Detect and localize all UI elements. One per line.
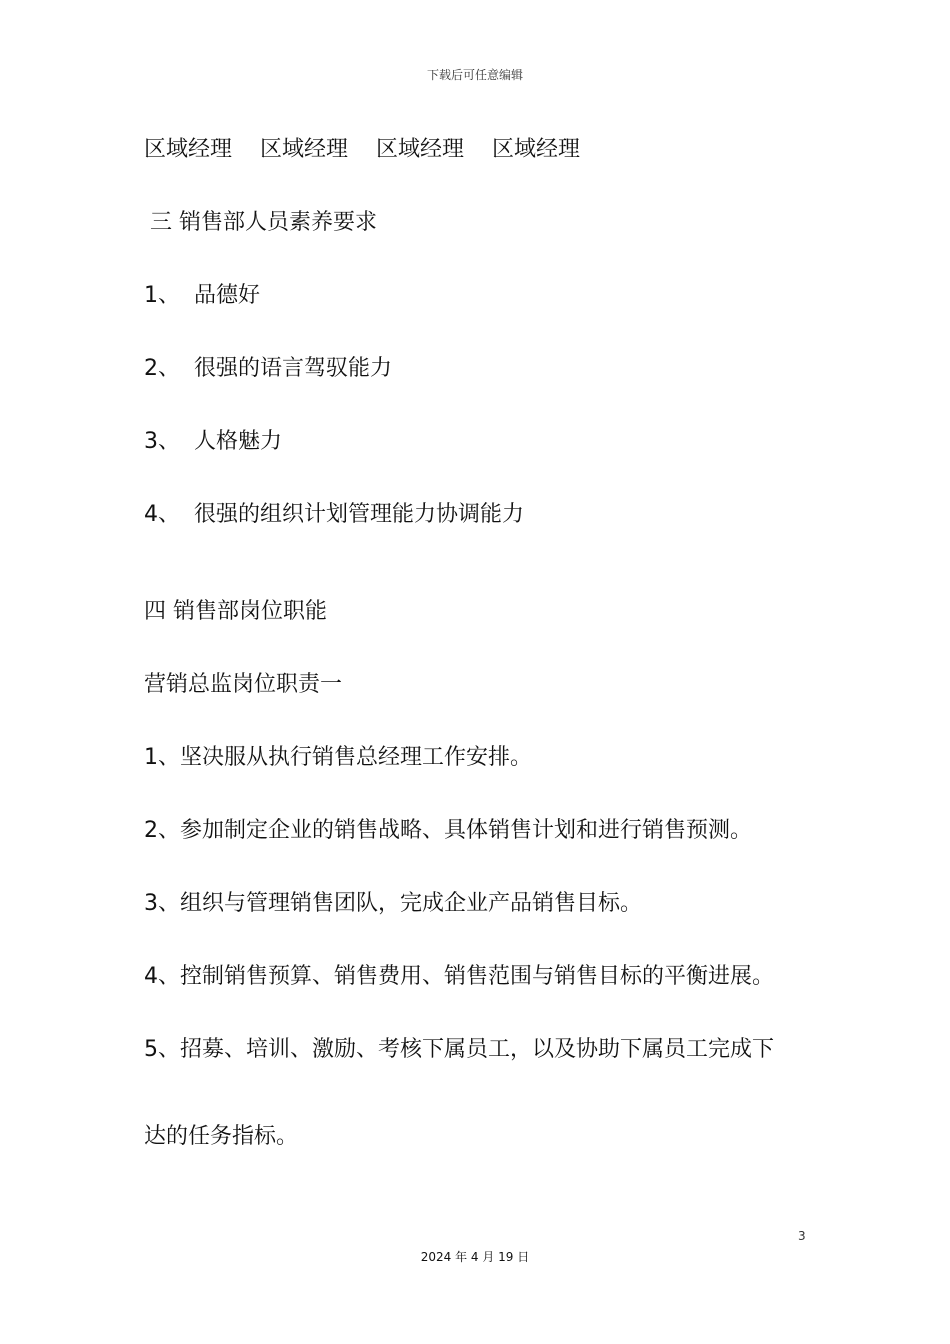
section4-title: 四 销售部岗位职能 — [144, 599, 327, 624]
duty-line: 2、参加制定企业的销售战略、具体销售计划和进行销售预测。 — [144, 818, 752, 843]
quality-item-text: 人格魅力 — [194, 429, 283, 454]
region-manager-label: 区域经理 — [376, 137, 465, 162]
region-manager-label: 区域经理 — [144, 137, 233, 162]
quality-item-text: 很强的语言驾驭能力 — [194, 356, 393, 381]
quality-item-number: 2、 — [144, 356, 180, 381]
quality-item-number: 3、 — [144, 429, 180, 454]
quality-item-text: 很强的组织计划管理能力协调能力 — [194, 502, 525, 527]
region-manager-label: 区域经理 — [492, 137, 581, 162]
quality-item-1 — [144, 281, 260, 311]
duty-line: 3、组织与管理销售团队，完成企业产品销售目标。 — [144, 891, 642, 916]
section4-subtitle: 营销总监岗位职责一 — [144, 672, 343, 697]
region-manager-label: 区域经理 — [260, 137, 349, 162]
page-header-note: 下载后可任意编辑 — [426, 68, 523, 82]
section3-title: 三 销售部人员素养要求 — [150, 210, 377, 235]
quality-item-4 — [144, 500, 524, 530]
duty-line: 1、坚决服从执行销售总经理工作安排。 — [144, 745, 532, 770]
quality-item-3 — [144, 427, 282, 457]
page-date: 2024 年 4 月 19 日 — [420, 1250, 530, 1264]
duty-line: 5、招募、培训、激励、考核下属员工，以及协助下属员工完成下 — [144, 1037, 774, 1062]
quality-item-text: 品德好 — [194, 283, 261, 308]
quality-item-2 — [144, 354, 392, 384]
quality-item-number: 4、 — [144, 502, 180, 527]
page-number: 3 — [798, 1229, 806, 1243]
duty-line: 4、控制销售预算、销售费用、销售范围与销售目标的平衡进展。 — [144, 964, 774, 989]
duty-line-continuation: 达的任务指标。 — [144, 1124, 299, 1149]
region-manager-row — [144, 135, 580, 165]
quality-item-number: 1、 — [144, 283, 180, 308]
